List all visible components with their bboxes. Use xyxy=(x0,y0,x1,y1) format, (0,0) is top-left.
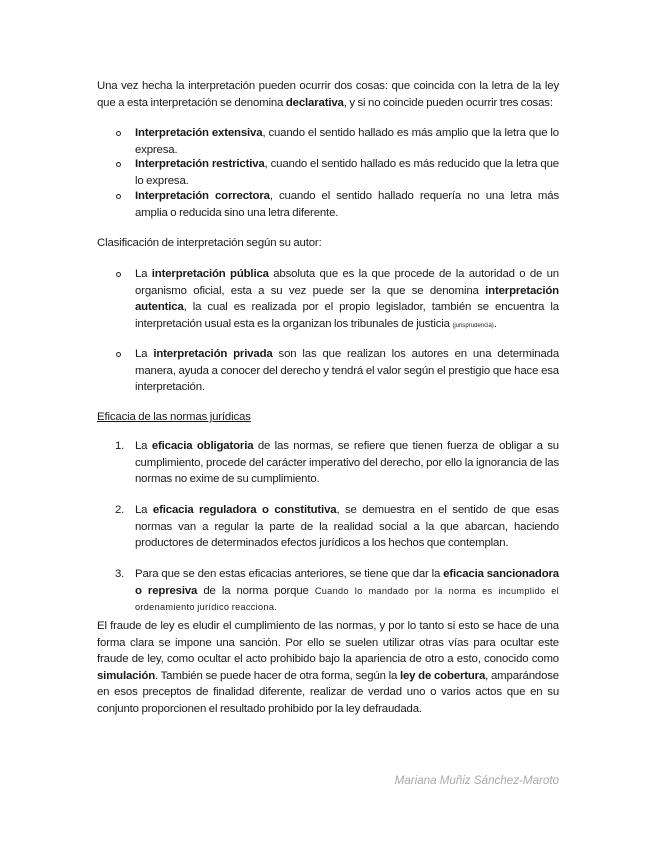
efficacy-pre: Para que se den estas eficacias anteriores, se tiene que dar la xyxy=(135,568,444,580)
hollow-bullet-icon xyxy=(116,194,121,199)
type-text: , cuando el sentido hallado requería no una letra más amplia o reducida sino una letra diferente. xyxy=(135,190,559,219)
private-interpretation-item xyxy=(135,346,559,396)
fraud-text-3: , amparándose en esos preceptos de finalidad diferente, realizar de verdad uno o varios actos que en su conjunto proporcionen el resultado prohibido por la ley defraudada. xyxy=(97,669,559,715)
efficacy-item-3 xyxy=(115,566,559,616)
hollow-bullet-icon xyxy=(116,272,121,277)
private-pre: La xyxy=(135,348,154,360)
efficacy-item-2 xyxy=(115,502,559,552)
fraud-text-1: El fraude de ley es eludir el cumplimiento de las normas, y por lo tanto si esto se hace de una forma clara se impone una sanción. Por ello se suelen utilizar otras vías para ocultar este fraude de ley, como ocultar el acto prohibido bajo la apariencia de otro a esto, conocido como xyxy=(97,620,559,666)
type-text: , cuando el sentido hallado es más reducido que la letra que lo expresa. xyxy=(135,158,559,187)
efficacy-bold: eficacia reguladora o constitutiva xyxy=(152,504,337,516)
public-end: . xyxy=(493,317,497,330)
private-text: son las que realizan los autores en una determinada manera, ayuda a conocer del derecho y tendrá el valor según el prestigio que hace esa interpretación. xyxy=(135,348,559,394)
public-pre: La xyxy=(135,268,152,280)
type-bold: Interpretación correctora xyxy=(135,190,270,202)
efficacy-item-1 xyxy=(115,438,559,488)
public-bold-1: interpretación pública xyxy=(151,268,269,280)
footer-author: Mariana Muñiz Sánchez-Maroto xyxy=(394,774,559,787)
efficacy-heading: Eficacia de las normas jurídicas xyxy=(97,411,251,423)
hollow-bullet-icon xyxy=(116,162,121,167)
classification-title: Clasificación de interpretación según su autor: xyxy=(97,237,322,249)
efficacy-text: de la norma porque xyxy=(197,584,315,597)
hollow-bullet-icon xyxy=(116,352,121,357)
public-interpretation-item xyxy=(135,266,559,334)
efficacy-pre: La xyxy=(135,504,153,516)
public-text-1: absoluta que es la que procede de la autoridad o de un organismo oficial, esta a su vez puede ser la que se denomina xyxy=(135,268,559,297)
efficacy-small-text: Cuando lo mandado por la norma es incumplido el ordenamiento jurídico reacciona. xyxy=(135,585,559,613)
intro-paragraph xyxy=(97,78,559,111)
intro-bold-declarativa: declarativa xyxy=(285,96,344,109)
efficacy-bold: eficacia sancionadora o represiva xyxy=(135,568,559,597)
public-tiny-note: (jurisprudencia) xyxy=(452,322,494,329)
fraud-bold-ley-cobertura: ley de cobertura xyxy=(399,669,486,682)
list-number: 2. xyxy=(115,504,125,516)
list-number: 3. xyxy=(115,568,125,580)
efficacy-text: de las normas, se refiere que tienen fuerza de obligar a su cumplimiento, procede del carácter imperativo del derecho, por ello la ignorancia de las normas no exime de su cumplimiento. xyxy=(135,440,559,486)
type-item-correctora xyxy=(135,188,559,221)
type-item-extensiva xyxy=(135,125,559,158)
intro-text-1: Una vez hecha la interpretación pueden ocurrir dos cosas: que coincida con la letra de la ley que a esta interpretación se denomina xyxy=(97,80,559,109)
type-text: , cuando el sentido hallado es más amplio que la letra que lo expresa. xyxy=(135,127,559,156)
public-text-2: , la cual es realizada por el propio legislador, también se encuentra la interpretación usual esta es la organizan los tribunales de justicia xyxy=(135,301,559,330)
type-bold: Interpretación restrictiva xyxy=(135,158,265,170)
efficacy-bold: eficacia obligatoria xyxy=(151,440,254,452)
list-number: 1. xyxy=(115,440,125,452)
efficacy-pre: La xyxy=(135,440,152,452)
fraud-text-2: . También se puede hacer de otra forma, según la xyxy=(155,669,400,682)
public-bold-2: interpretación autentica xyxy=(135,284,559,314)
type-bold: Interpretación extensiva xyxy=(135,127,263,139)
hollow-bullet-icon xyxy=(116,131,121,136)
fraud-bold-simulacion: simulación xyxy=(97,669,156,682)
fraud-paragraph xyxy=(97,618,559,718)
intro-text-2: , y si no coincide pueden ocurrir tres cosas: xyxy=(343,96,553,109)
private-bold: interpretación privada xyxy=(153,348,273,360)
type-item-restrictiva xyxy=(135,156,559,189)
efficacy-text: , se demuestra en el sentido de que esas normas van a regular la parte de la realidad social a la que abarcan, haciendo productores de determinados efectos jurídicos a los hechos que contemplan. xyxy=(135,504,559,550)
